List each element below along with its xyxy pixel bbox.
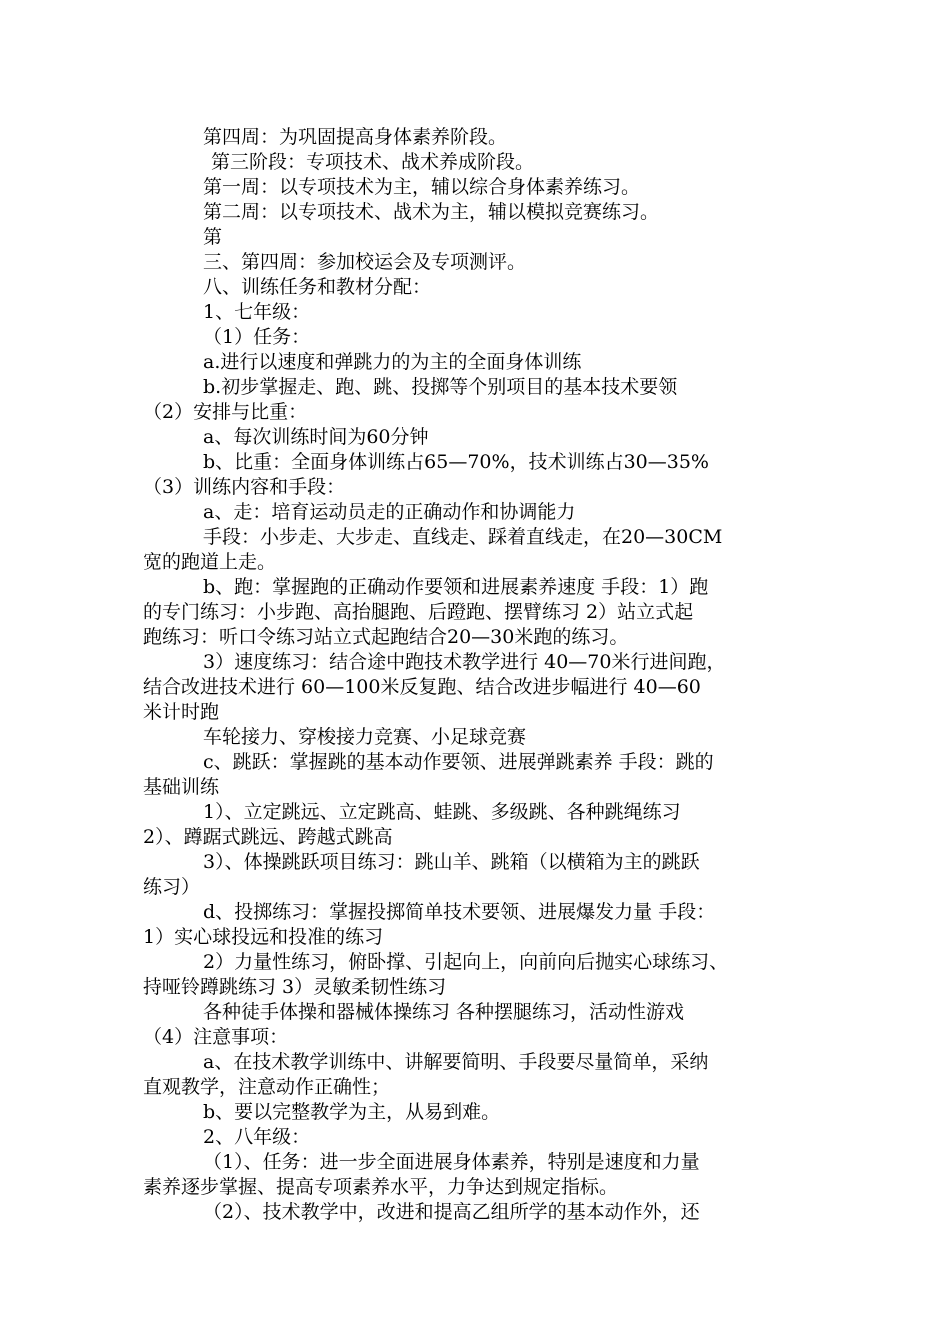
- text-line: c、跳跃：掌握跳的基本动作要领、进展弹跳素养 手段：跳的: [203, 751, 714, 773]
- text-line: （2）、技术教学中，改进和提高乙组所学的基本动作外，还: [203, 1201, 700, 1223]
- text-line: 三、第四周：参加校运会及专项测评。: [203, 251, 527, 273]
- text-line: 米计时跑: [143, 701, 220, 723]
- text-line: 2）、蹲踞式跳远、跨越式跳高: [143, 826, 393, 848]
- text-line: 2）力量性练习，俯卧撑、引起向上，向前向后抛实心球练习、: [203, 951, 729, 973]
- text-line: 第: [203, 226, 223, 248]
- text-line: a.进行以速度和弹跳力的为主的全面身体训练: [203, 351, 582, 373]
- text-line: （1）、任务：进一步全面进展身体素养，特别是速度和力量: [203, 1151, 700, 1173]
- text-line: 持哑铃蹲跳练习 3）灵敏柔韧性练习: [143, 976, 447, 998]
- text-line: 第四周：为巩固提高身体素养阶段。: [203, 126, 508, 148]
- text-line: 手段：小步走、大步走、直线走、踩着直线走，在20—30CM: [203, 526, 723, 548]
- text-line: （4）注意事项：: [143, 1026, 289, 1048]
- subsection-heading: 2、八年级：: [203, 1126, 311, 1148]
- text-line: b、比重：全面身体训练占65—70%，技术训练占30—35%: [203, 451, 709, 473]
- section-heading: 八、训练任务和教材分配：: [203, 276, 432, 298]
- text-line: 第一周：以专项技术为主，辅以综合身体素养练习。: [203, 176, 641, 198]
- text-line: b.初步掌握走、跑、跳、投掷等个别项目的基本技术要领: [203, 376, 678, 398]
- text-line: （3）训练内容和手段：: [143, 476, 346, 498]
- text-line: a、在技术教学训练中、讲解要简明、手段要尽量简单，采纳: [203, 1051, 709, 1073]
- text-line: （1）任务：: [203, 326, 311, 348]
- text-line: 基础训练: [143, 776, 220, 798]
- text-line: d、投掷练习：掌握投掷简单技术要领、进展爆发力量 手段：: [203, 901, 716, 923]
- text-line: 第三阶段：专项技术、战术养成阶段。: [211, 151, 535, 173]
- text-line: 3）、体操跳跃项目练习：跳山羊、跳箱（以横箱为主的跳跃: [203, 851, 700, 873]
- text-line: 各种徒手体操和器械体操练习 各种摆腿练习，活动性游戏: [203, 1001, 685, 1023]
- text-line: a、每次训练时间为60分钟: [203, 426, 429, 448]
- text-line: 练习）: [143, 876, 201, 898]
- text-line: 跑练习：听口令练习站立式起跑结合20—30米跑的练习。: [143, 626, 629, 648]
- text-line: 结合改进技术进行 60—100米反复跑、结合改进步幅进行 40—60: [143, 676, 701, 698]
- text-line: 的专门练习：小步跑、高抬腿跑、后蹬跑、摆臂练习 2）站立式起: [143, 601, 694, 623]
- text-line: 1）实心球投远和投准的练习: [143, 926, 384, 948]
- text-line: （2）安排与比重：: [143, 401, 308, 423]
- text-line: 直观教学，注意动作正确性；: [143, 1076, 391, 1098]
- text-line: 车轮接力、穿梭接力竞赛、小足球竞赛: [203, 726, 527, 748]
- text-line: 3）速度练习：结合途中跑技术教学进行 40—70米行进间跑，: [203, 651, 726, 673]
- text-line: 素养逐步掌握、提高专项素养水平，力争达到规定指标。: [143, 1176, 619, 1198]
- text-line: a、走：培育运动员走的正确动作和协调能力: [203, 501, 576, 523]
- text-line: 第二周：以专项技术、战术为主，辅以模拟竞赛练习。: [203, 201, 660, 223]
- text-line: 宽的跑道上走。: [143, 551, 277, 573]
- text-line: b、要以完整教学为主，从易到难。: [203, 1101, 501, 1123]
- subsection-heading: 1、七年级：: [203, 301, 311, 323]
- text-line: 1）、立定跳远、立定跳高、蛙跳、多级跳、各种跳绳练习: [203, 801, 681, 823]
- text-line: b、跑：掌握跑的正确动作要领和进展素养速度 手段：1）跑: [203, 576, 709, 598]
